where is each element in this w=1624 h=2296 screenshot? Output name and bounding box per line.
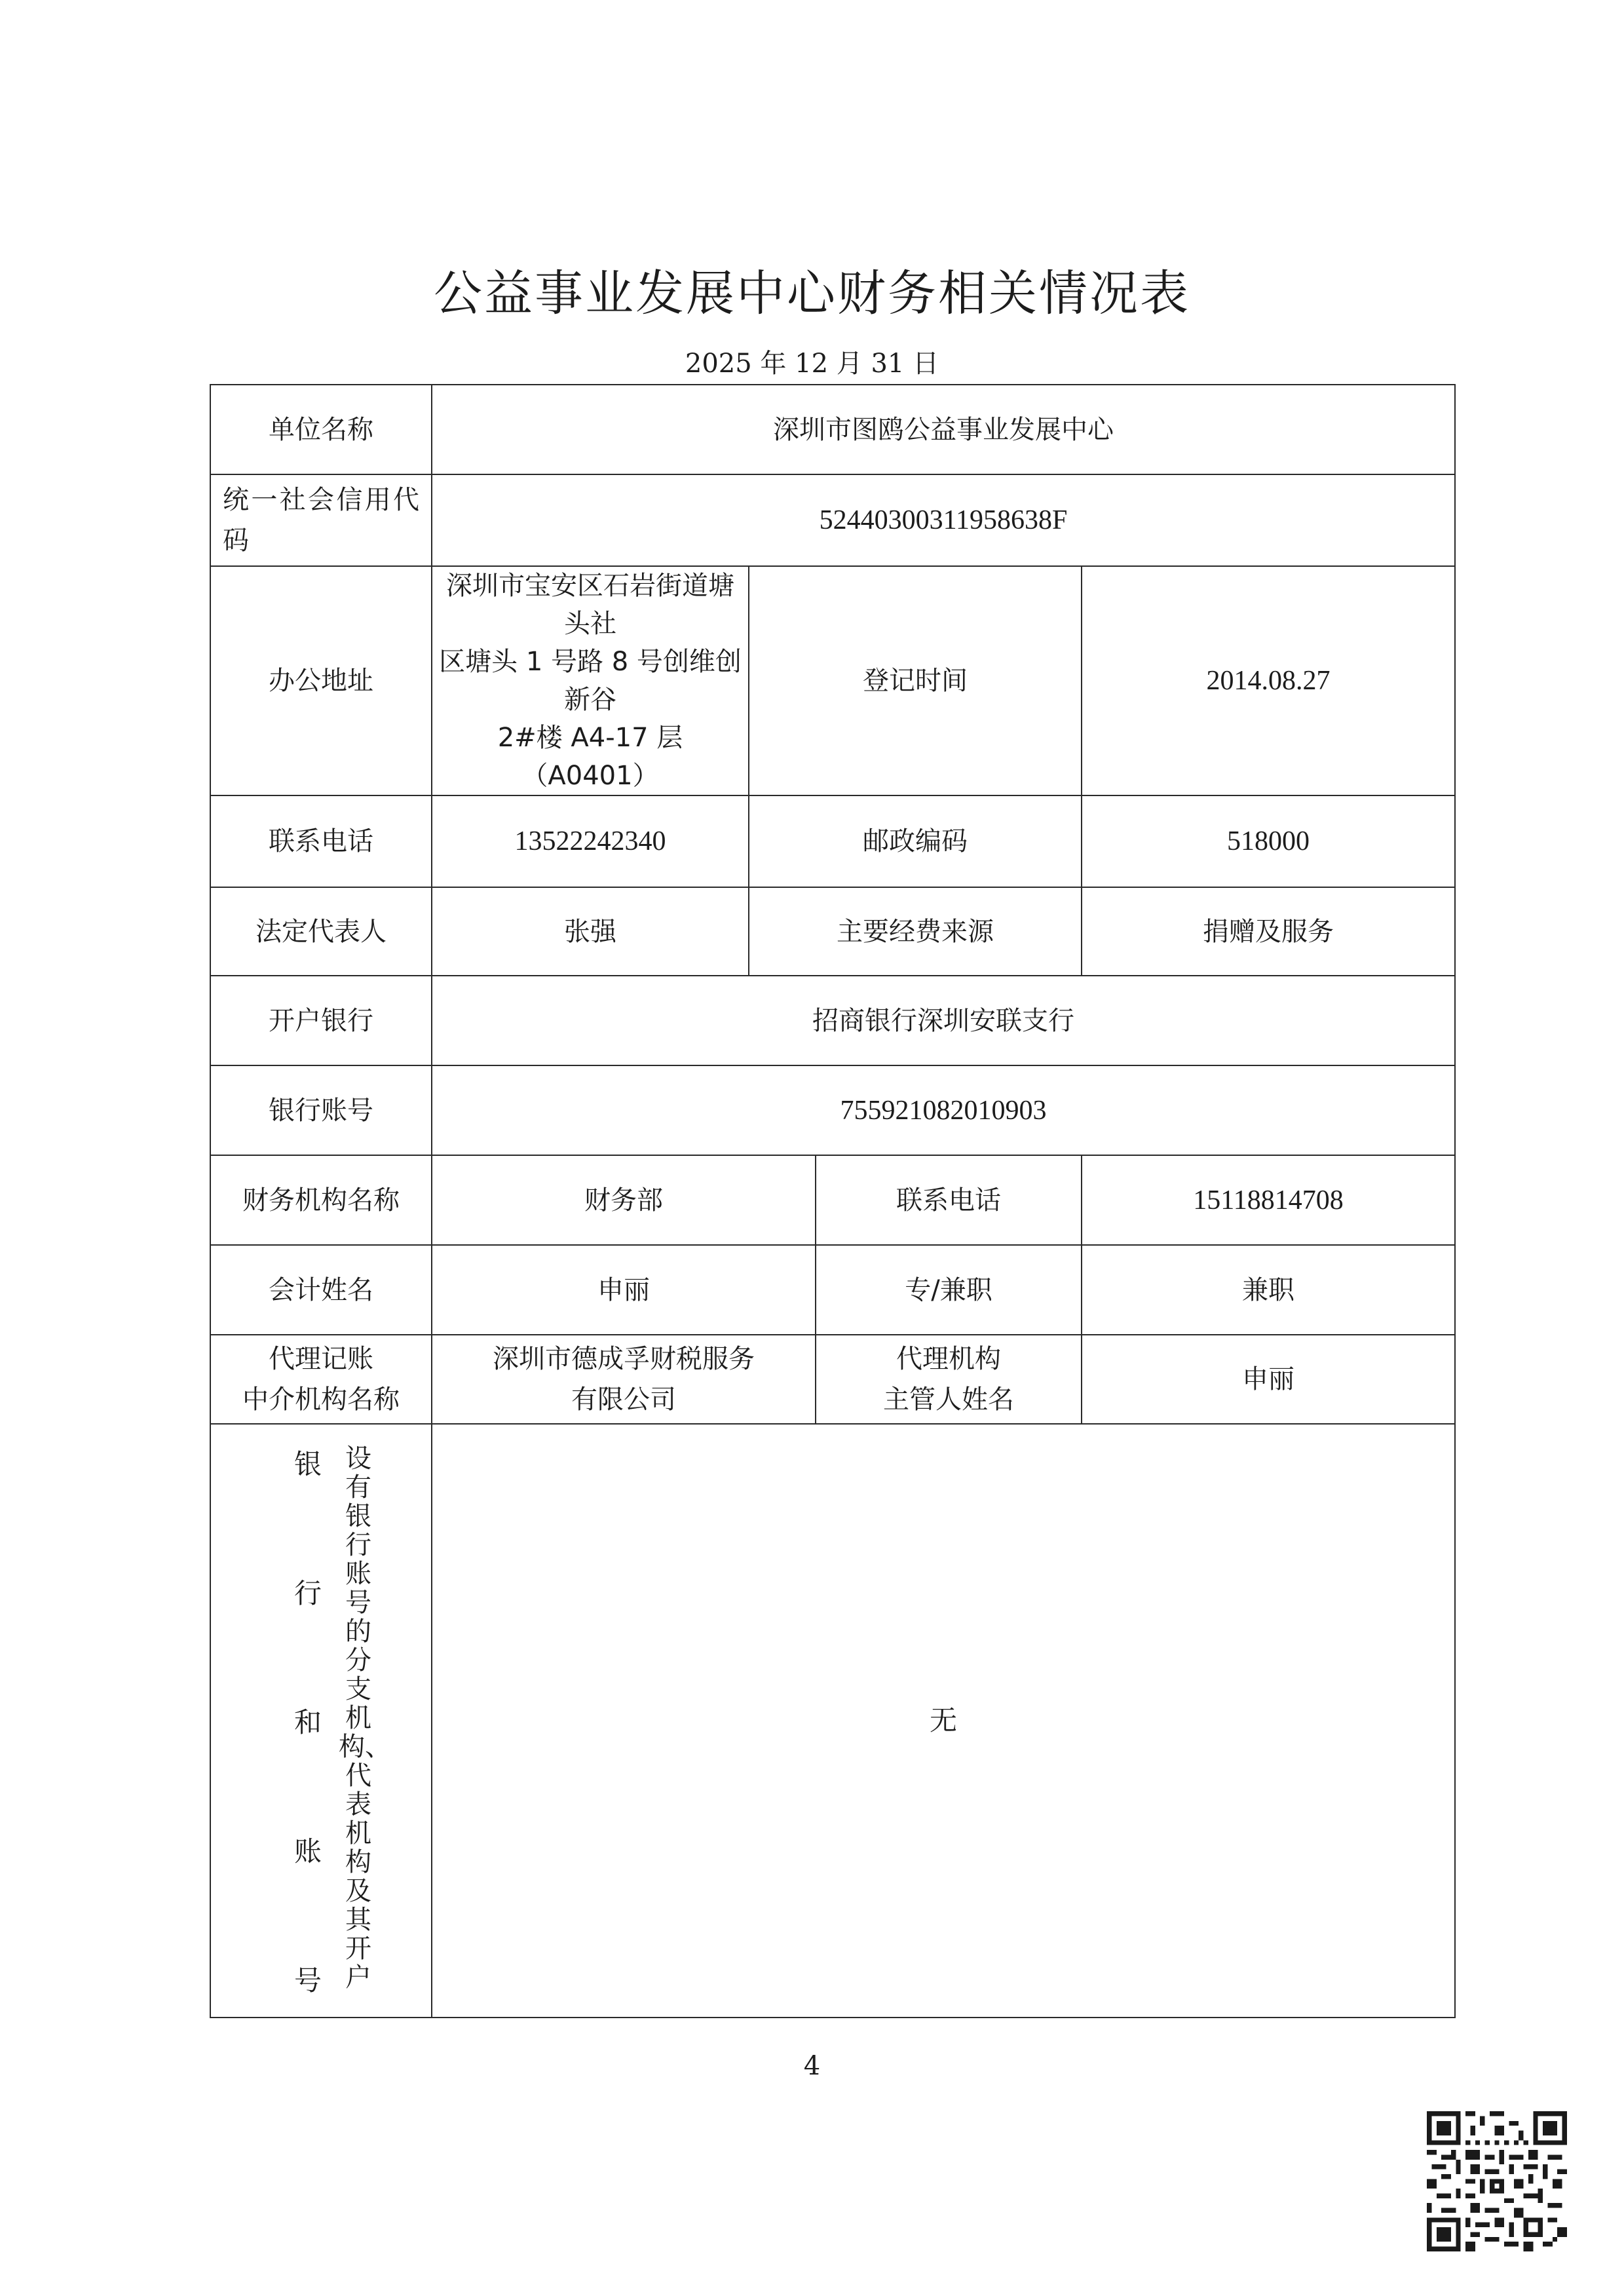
row-finance-dept [210, 1155, 1455, 1245]
row-unit-name [210, 385, 1455, 474]
branch-char-4: 账 [293, 1835, 322, 1867]
finance-dept-value: 财务部 [432, 1155, 816, 1245]
funding-source-label: 主要经费来源 [749, 887, 1082, 976]
credit-code-label-text: 统一社会信用代码 [223, 485, 419, 556]
unit-name-value: 深圳市图鸥公益事业发展中心 [432, 385, 1455, 474]
row-account [210, 1065, 1455, 1155]
row-credit-code [210, 474, 1455, 566]
agency-head-value: 申丽 [1082, 1335, 1455, 1424]
address-line-3: 2#楼 A4-17 层（A0401） [497, 723, 683, 791]
finance-phone-label: 联系电话 [816, 1155, 1082, 1245]
agency-value-line-1: 深圳市德成孚财税服务 [493, 1344, 755, 1374]
branch-label [210, 1424, 432, 2018]
agency-label-line-1: 代理记账 [269, 1344, 373, 1374]
document-title: 公益事业发展中心财务相关情况表 [434, 265, 1190, 322]
address-line-2: 区塘头 1 号路 8 号创维创新谷 [439, 647, 742, 715]
address-value [432, 566, 749, 795]
address-label: 办公地址 [210, 566, 432, 795]
bank-label: 开户银行 [210, 976, 432, 1065]
row-branch-accounts [210, 1424, 1455, 2018]
branch-value: 无 [432, 1424, 1455, 2018]
postal-code-label: 邮政编码 [749, 795, 1082, 887]
agency-value-line-2: 有限公司 [571, 1385, 676, 1415]
finance-info-table [210, 384, 1456, 2018]
branch-char-1: 银 [293, 1448, 322, 1480]
finance-phone-value: 15118814708 [1082, 1155, 1455, 1245]
postal-code-value: 518000 [1082, 795, 1455, 887]
row-phone [210, 795, 1455, 887]
account-value: 755921082010903 [432, 1065, 1455, 1155]
branch-big-label [288, 1444, 328, 2001]
funding-source-value: 捐赠及服务 [1082, 887, 1455, 976]
accountant-value: 申丽 [432, 1245, 816, 1335]
agency-head-label-line-2: 主管人姓名 [883, 1385, 1014, 1415]
credit-code-value: 52440300311958638F [432, 474, 1455, 566]
employment-type-value: 兼职 [1082, 1245, 1455, 1335]
unit-name-label: 单位名称 [210, 385, 432, 474]
branch-char-3: 和 [293, 1706, 322, 1738]
agency-label [210, 1335, 432, 1424]
employment-type-label: 专/兼职 [816, 1245, 1082, 1335]
address-line-1: 深圳市宝安区石岩街道塘头社 [446, 571, 734, 639]
row-address [210, 566, 1455, 795]
branch-char-5: 号 [293, 1964, 322, 1997]
bank-value: 招商银行深圳安联支行 [432, 976, 1455, 1065]
row-agency [210, 1335, 1455, 1424]
branch-label-wrap [211, 1425, 431, 2017]
row-bank [210, 976, 1455, 1065]
qr-code-icon [1427, 2111, 1567, 2251]
legal-rep-label: 法定代表人 [210, 887, 432, 976]
phone-value: 13522242340 [432, 795, 749, 887]
account-label: 银行账号 [210, 1065, 432, 1155]
agency-label-line-2: 中介机构名称 [242, 1385, 400, 1415]
registration-time-label: 登记时间 [749, 566, 1082, 795]
agency-head-label [816, 1335, 1082, 1424]
page-number: 4 [803, 2051, 821, 2081]
finance-dept-label: 财务机构名称 [210, 1155, 432, 1245]
registration-time-value: 2014.08.27 [1082, 566, 1455, 795]
document-date: 2025 年 12 月 31 日 [685, 349, 939, 379]
branch-char-2: 行 [293, 1577, 322, 1609]
agency-value [432, 1335, 816, 1424]
credit-code-label [210, 474, 432, 566]
accountant-label: 会计姓名 [210, 1245, 432, 1335]
branch-small-label: 设有银行账号的分支机构、代表机构及其开户 [339, 1444, 391, 1993]
legal-rep-value: 张强 [432, 887, 749, 976]
phone-label: 联系电话 [210, 795, 432, 887]
row-legal-rep [210, 887, 1455, 976]
row-accountant [210, 1245, 1455, 1335]
agency-head-label-line-1: 代理机构 [896, 1344, 1001, 1374]
